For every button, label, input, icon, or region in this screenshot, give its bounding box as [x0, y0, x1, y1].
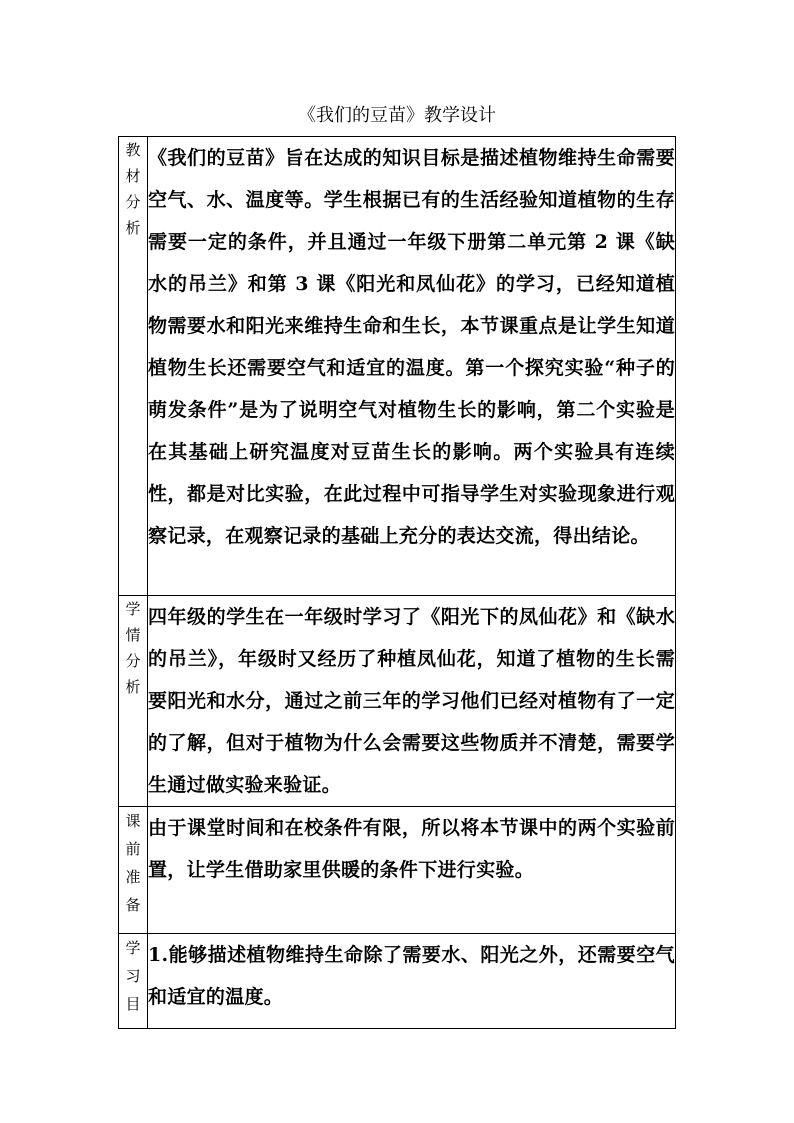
row-label-preparation [119, 807, 148, 934]
table-row-preparation [119, 807, 676, 934]
lesson-plan-table [118, 136, 676, 1029]
row-label-textbook-analysis [119, 137, 148, 596]
label-char: 前 [125, 840, 141, 858]
label-char: 准 [125, 868, 141, 886]
learning-goals-text: 1.能够描述植物维持生命除了需要水、阳光之外，还需要空气和适宜的温度。 [148, 934, 676, 1029]
label-char: 目 [125, 995, 141, 1013]
label-char: 情 [125, 626, 141, 644]
document-title: 《我们的豆苗》教学设计 [298, 105, 496, 126]
label-char: 学 [125, 939, 141, 957]
label-char: 课 [125, 812, 141, 830]
table-row-textbook-analysis [119, 137, 676, 596]
textbook-analysis-text: 《我们的豆苗》旨在达成的知识目标是描述植物维持生命需要空气、水、温度等。学生根据已有的生活经验知道植物的生存需要一定的条件，并且通过一年级下册第二单元第 2 课《缺水的吊兰》和第 3 课《阳光和凤仙花》的学习，已经知道植物需要水和阳光来维持生命和生长，本节课重点是让学生知道植物生长还需要空气和适宜的温度。第一个探究实验“种子的萌发条件”是为了说明空气对植物生长的影响，第二个实验是在其基础上研究温度对豆苗生长的影响。两个实验具有连续性，都是对比实验，在此过程中可指导学生对实验现象进行观察记录，在观察记录的基础上充分的表达交流，得出结论。 [148, 137, 676, 596]
table-row-learning-goals [119, 934, 676, 1029]
row-label-student-analysis [119, 596, 148, 807]
label-char: 习 [125, 967, 141, 985]
label-char: 析 [125, 678, 141, 696]
label-char: 教 [125, 141, 141, 159]
preparation-text: 由于课堂时间和在校条件有限，所以将本节课中的两个实验前置，让学生借助家里供暖的条件下进行实验。 [148, 807, 676, 934]
row-label-learning-goals [119, 934, 148, 1029]
label-char: 材 [125, 167, 141, 185]
label-char: 备 [125, 896, 141, 914]
label-char: 析 [125, 219, 141, 237]
table-row-student-analysis [119, 596, 676, 807]
label-char: 分 [125, 652, 141, 670]
label-char: 学 [125, 600, 141, 618]
label-char: 分 [125, 193, 141, 211]
student-analysis-text: 四年级的学生在一年级时学习了《阳光下的凤仙花》和《缺水的吊兰》，年级时又经历了种植凤仙花，知道了植物的生长需要阳光和水分，通过之前三年的学习他们已经对植物有了一定的了解，但对于植物为什么会需要这些物质并不清楚，需要学生通过做实验来验证。 [148, 596, 676, 807]
